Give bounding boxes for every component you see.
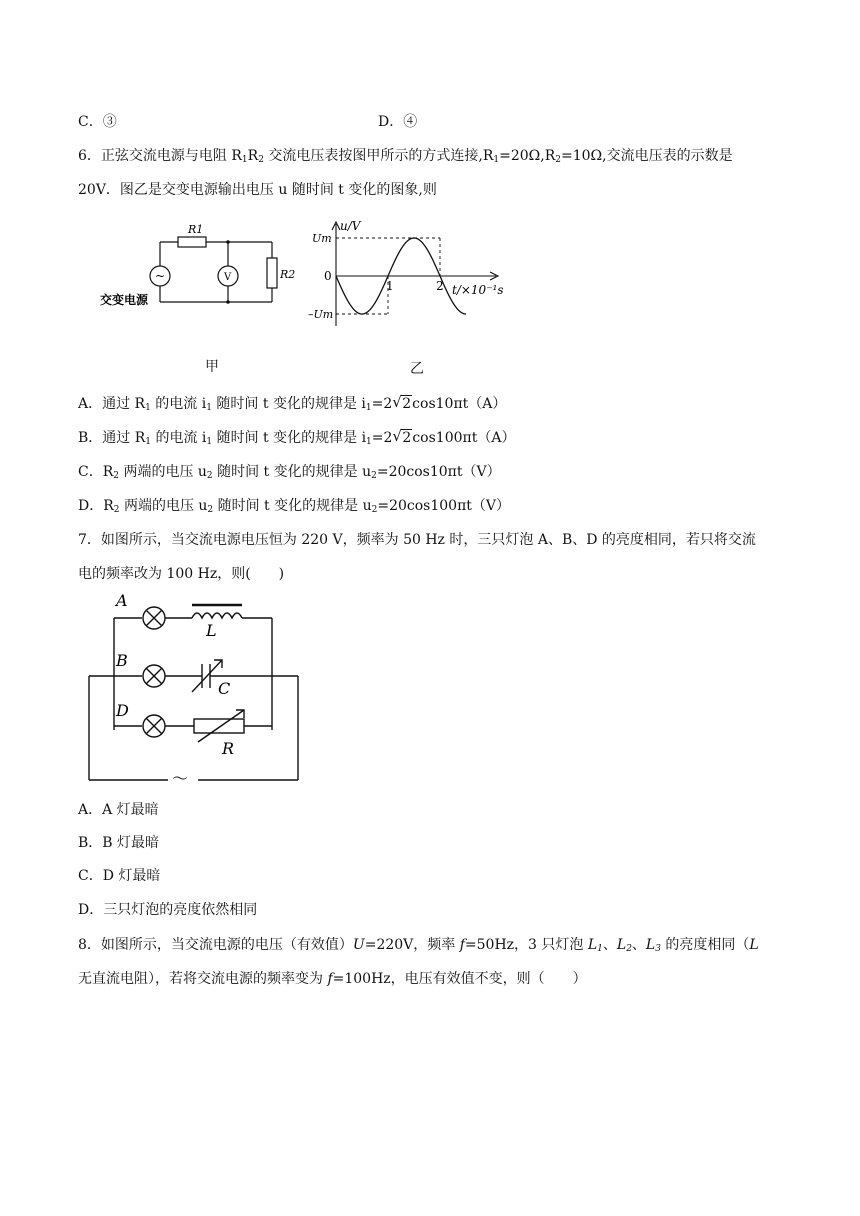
r1-resistor <box>178 237 206 247</box>
figure-jia-caption: 甲 <box>205 359 219 375</box>
q8-stem-line2: 无直流电阻），若将交流电源的频率变为 f=100Hz，电压有效值不变，则（ ） <box>78 971 587 987</box>
r2-resistor <box>267 258 277 288</box>
q7-option-c: C．D 灯最暗 <box>78 868 161 884</box>
q6-option-c: C．$R_2$ 两端的电压 $u_2$ 随时间 t 变化的规律是 $u_2=20\cos 10\pi t(V)$ <box>78 464 501 481</box>
q6-stem-line1: 6．正弦交流电源与电阻 $R_1R_2$ 交流电压表按图甲所示的方式连接$,R_1=20\Omega,R_2=10\Omega$,交流电压表的示数是 <box>78 148 733 165</box>
q8-stem-line1: 8．如图所示，当交流电源的电压（有效值）U=220V，频率 f=50Hz，3 只灯泡 $L_1$、$L_2$、$L_3$ 的亮度相同（L <box>78 937 759 954</box>
r1-label: R1 <box>188 223 204 236</box>
figure-yi-caption: 乙 <box>410 361 424 377</box>
sqrt-icon: √ 2 <box>392 427 412 446</box>
ac-source-icon: ～ <box>172 769 189 786</box>
label-d: D <box>116 701 129 720</box>
q7-option-b: B．B 灯最暗 <box>78 835 160 851</box>
label-b: B <box>116 651 128 670</box>
r2-label: R2 <box>280 268 296 281</box>
voltmeter-label: V <box>224 272 232 283</box>
sqrt-icon: √ 2 <box>392 393 412 412</box>
q5-option-d: D．④ <box>378 114 418 130</box>
q6-option-b: B．通过 $R_1$ 的电流 $i_1$ 随时间 t 变化的规律是 $i_1=2$ √ 2cos100πt（A） <box>78 427 516 447</box>
q6-figure-yi-graph <box>300 218 520 330</box>
q7-stem-line2: 电的频率改为 100 Hz，则( ) <box>78 566 285 582</box>
q6-option-d: D．$R_2$ 两端的电压 $u_2$ 随时间 t 变化的规律是 $u_2=20\cos 100\pi t(V)$ <box>78 498 511 515</box>
neg-um-label: –Um <box>308 308 334 321</box>
variable-resistor-icon <box>194 719 244 733</box>
origin-label: 0 <box>324 269 332 283</box>
inductor-icon <box>192 613 242 618</box>
tick-label-1: 1 <box>386 279 394 293</box>
q7-option-a: A．A 灯最暗 <box>78 802 159 818</box>
ac-wave-icon: ~ <box>155 269 166 283</box>
um-label: Um <box>312 232 332 245</box>
label-c: C <box>218 679 231 698</box>
label-r: R <box>222 739 235 758</box>
y-axis-label: u/V <box>340 219 361 233</box>
q7-stem-line1: 7．如图所示，当交流电源电压恒为 220 V，频率为 50 Hz 时，三只灯泡 A、B、D 的亮度相同，若只将交流 <box>78 532 756 548</box>
q6-option-a: A．通过 $R_1$ 的电流 $i_1$ 随时间 t 变化的规律是 $i_1=2$ √ 2cos10πt（A） <box>78 393 507 413</box>
q5-option-c: C．③ <box>78 114 117 130</box>
x-axis-label: t/×10⁻¹s <box>452 283 504 297</box>
q6-stem-line2: 20V．图乙是交变电源输出电压 u 随时间 t 变化的图象,则 <box>78 182 437 198</box>
label-l: L <box>206 621 217 640</box>
label-a: A <box>116 591 128 610</box>
tick-label-2: 2 <box>436 279 444 293</box>
q7-option-d: D．三只灯泡的亮度依然相同 <box>78 902 258 918</box>
q6-figure-jia-circuit <box>98 218 298 314</box>
ac-source-label: 交变电源 <box>100 293 149 307</box>
q7-circuit-figure <box>84 590 306 786</box>
